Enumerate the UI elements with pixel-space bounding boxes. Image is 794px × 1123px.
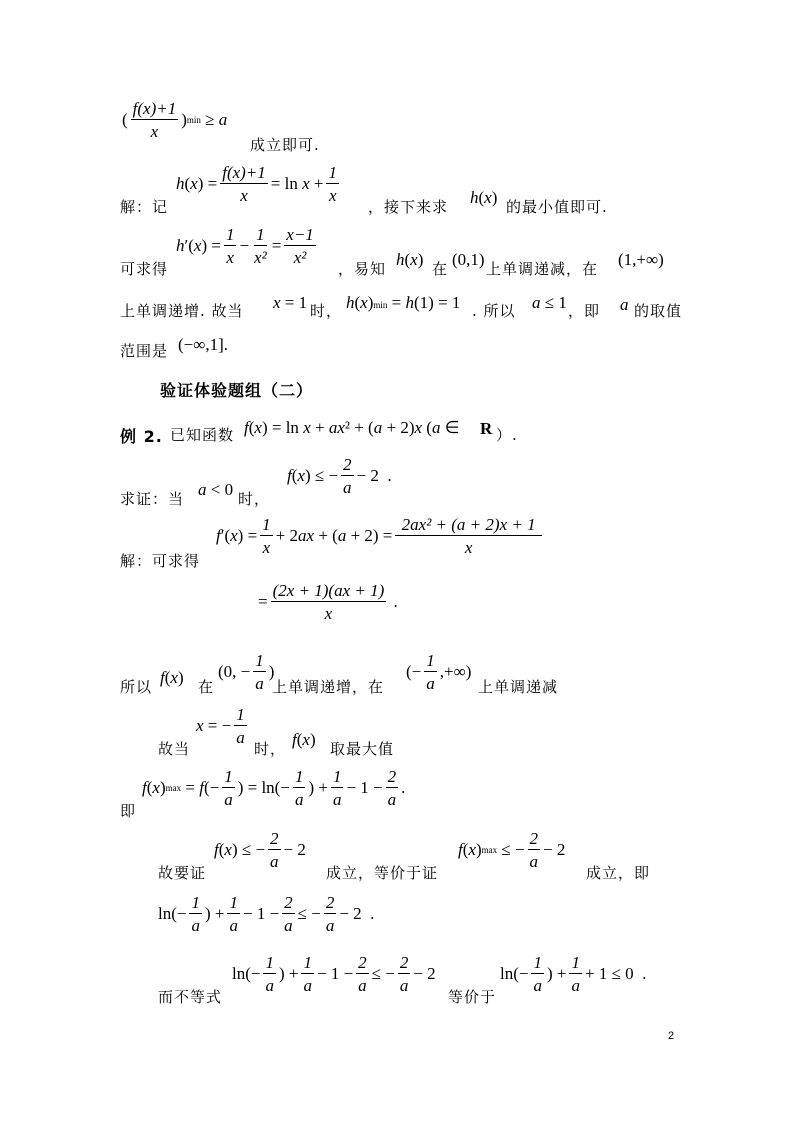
formula-ineq: ln(− $\frac{1}{a}$ ) + $\frac{1}{a}$ − 1 − $\frac{2}{a}$ ≤ − $\frac{2}{a}$ − 2 [232,953,436,995]
formula-f-definition: f(x) = ln x + ax² + (a + 2)x (a ∈ [244,418,460,437]
text-line2-suffix: 的最小值即可. [506,198,608,216]
text-line3-mid2: 在 [432,260,449,278]
formula-interval-inc: (0, − $\frac{1}{a}$ ) [218,651,275,693]
max-mid: 时， [254,740,287,758]
text-line1-suffix: 成立即可. [250,136,320,154]
formula-line1: ( $\frac{f(x)+1}{x}$ ) min ≥ a [122,99,228,141]
formula-hx-2: h(x) [396,250,424,269]
formula-h-min: h(x)min = h(1) = 1 [346,293,461,312]
text-line2-mid: ，接下来求 [368,198,449,216]
formula-a-lt-0: a < 0 [198,480,234,499]
symbol-R: R [480,419,493,438]
formula-claim: f ( x ) ≤ − $\frac{2}{a}$ − 2 . [287,455,392,497]
mono-prefix: 所以 [120,678,153,696]
text-line2-prefix: 解：记 [120,198,169,216]
text-line3-mid3: 上单调递减，在 [486,260,599,278]
text-line4-prefix: 上单调递增. 故当 [120,302,244,320]
solution-prefix: 解：可求得 [120,552,201,570]
text-line3-prefix: 可求得 [120,260,169,278]
ineq-prefix: 而不等式 [158,988,223,1006]
formula-equiv-ineq: ln(− $\frac{1}{a}$ ) + $\frac{1}{a}$ − 1 − $\frac{2}{a}$ ≤ − $\frac{2}{a}$ − 2 . [158,893,375,935]
formula-range: (−∞,1]. [178,335,229,354]
text-line4-mid1: 时， [310,302,343,320]
mono-mid3: 上单调递减 [478,678,559,696]
prove-prefix: 求证：当 [120,490,185,508]
mono-mid1: 在 [198,678,215,696]
formula-f-derivative: f ′( x ) = $\frac{1}{x}$ + 2 ax + ( a + 2) = $\frac{\text{2ax² + (a + 2)x + 1}}{x}$ [216,515,540,557]
formula-h-definition: h ( x ) = $\frac{f(x)+1}{x}$ = ln x + $\frac{1}{x}$ [176,163,337,205]
formula-interval-dec: (− $\frac{1}{a}$ ,+∞) [406,651,472,693]
text-line4-suffix: 的取值 [634,302,683,320]
formula-x-eq-neg-inv-a: x = − $\frac{1}{a}$ [196,705,245,747]
formula-final: ln(− $\frac{1}{a}$ ) + $\frac{1}{a}$ + 1 ≤ 0 . [500,953,647,995]
text-line4-mid2: . 所以 [472,302,516,320]
formula-h-derivative: h ′( x ) = $\frac{1}{x}$ − $\frac{1}{\text{x²}}$ = $\frac{x-1}{\text{x²}}$ [176,225,314,267]
mono-mid2: 上单调递增，在 [272,678,385,696]
example-label: 例 2. [120,427,163,446]
ineq-mid: 等价于 [448,988,497,1006]
text-line4-mid3: ，即 [568,302,601,320]
formula-f-max: f ( x ) max = f (− $\frac{1}{a}$ ) = ln(− $\frac{1}{a}$ ) + $\frac{1}{a}$ − 1 − $\frac{2}{a}$ . [142,767,406,809]
formula-a: a [620,295,629,314]
max-prefix: 故当 [158,740,191,758]
formula-factored: = $\frac{(2x + 1)(ax + 1)}{x}$ . [258,581,398,623]
page-number: 2 [668,1030,675,1042]
formula-fx-2: f(x) [292,730,316,749]
prove-mid: 时， [238,490,271,508]
formula-hx-1: h(x) [470,188,498,207]
formula-interval-01: (0,1) [452,250,485,269]
eq-mid: 成立，等价于证 [326,864,439,882]
text-line3-mid1: ，易知 [338,260,387,278]
ji-label: 即 [120,802,137,820]
formula-fx-1: f(x) [160,668,184,687]
eq-prefix: 故要证 [158,864,207,882]
text-line5-prefix: 范围是 [120,342,169,360]
max-suffix: 取最大值 [330,740,395,758]
formula-a-le-1: a ≤ 1 [532,293,567,312]
formula-fmax-claim: f ( x ) max ≤ − $\frac{2}{a}$ − 2 [458,829,566,871]
formula-interval-1inf: (1,+∞) [618,250,664,269]
example-text: 已知函数 [170,426,235,444]
section-title: 验证体验题组（二） [160,381,314,400]
formula-claim-2: f ( x ) ≤ − $\frac{2}{a}$ − 2 [214,829,306,871]
formula-x-eq-1: x = 1 [273,293,308,312]
example-close: ）. [496,426,518,444]
eq-suffix: 成立，即 [586,864,651,882]
